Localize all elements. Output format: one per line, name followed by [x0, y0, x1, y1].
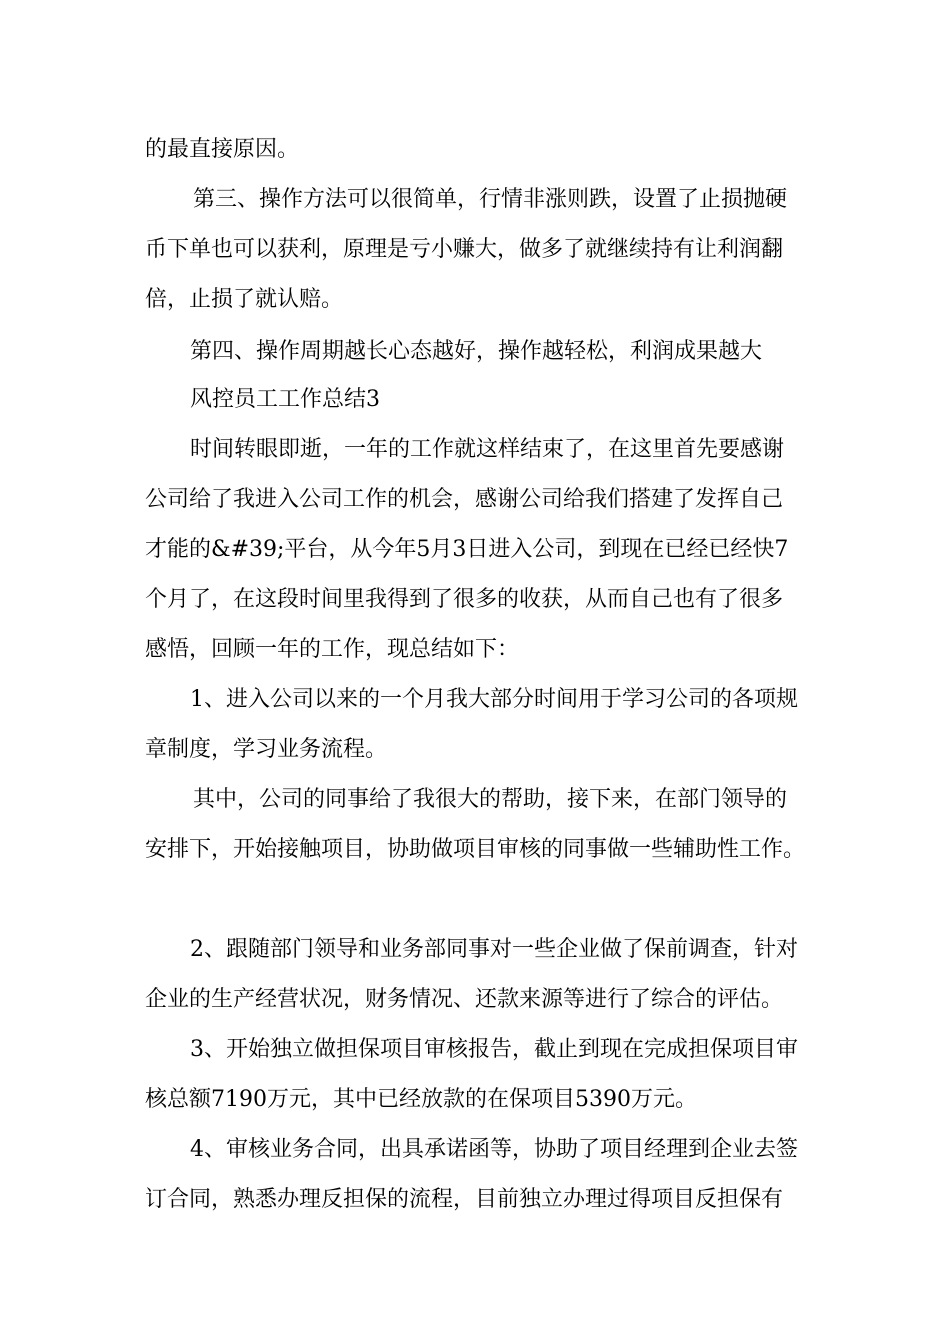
text-line: 公司给了我进入公司工作的机会，感谢公司给我们搭建了发挥自己 [145, 487, 784, 512]
text-line: 企业的生产经营状况，财务情况、还款来源等进行了综合的评估。 [145, 987, 784, 1012]
text-line: 4、审核业务合同，出具承诺函等，协助了项目经理到企业去签 [190, 1137, 798, 1162]
text-line: 才能的&#39;平台，从今年5月3日进入公司，到现在已经已经快7 [145, 537, 789, 562]
text-line: 2、跟随部门领导和业务部同事对一些企业做了保前调查，针对 [190, 937, 798, 962]
text-line: 订合同，熟悉办理反担保的流程，目前独立办理过得项目反担保有 [145, 1187, 784, 1212]
text-line: 3、开始独立做担保项目审核报告，截止到现在完成担保项目审 [190, 1037, 798, 1062]
text-line: 个月了，在这段时间里我得到了很多的收获，从而自己也有了很多 [145, 587, 784, 612]
text-line: 安排下，开始接触项目，协助做项目审核的同事做一些辅助性工作。 [145, 837, 806, 862]
text-line: 章制度，学习业务流程。 [145, 737, 388, 762]
text-line: 其中，公司的同事给了我很大的帮助，接下来，在部门领导的 [193, 787, 788, 812]
text-line: 感悟，回顾一年的工作，现总结如下： [145, 637, 520, 662]
text-line: 的最直接原因。 [145, 137, 300, 162]
text-line: 倍，止损了就认赔。 [145, 287, 344, 312]
text-line: 币下单也可以获利，原理是亏小赚大，做多了就继续持有让利润翻 [145, 237, 784, 262]
text-line: 时间转眼即逝，一年的工作就这样结束了，在这里首先要感谢 [190, 437, 785, 462]
section-heading: 风控员工工作总结3 [190, 387, 380, 412]
text-line: 第四、操作周期越长心态越好，操作越轻松，利润成果越大 [190, 339, 763, 364]
text-line: 1、进入公司以来的一个月我大部分时间用于学习公司的各项规 [190, 687, 798, 712]
text-line: 核总额7190万元，其中已经放款的在保项目5390万元。 [145, 1087, 697, 1112]
text-line: 第三、操作方法可以很简单，行情非涨则跌，设置了止损抛硬 [193, 187, 788, 212]
